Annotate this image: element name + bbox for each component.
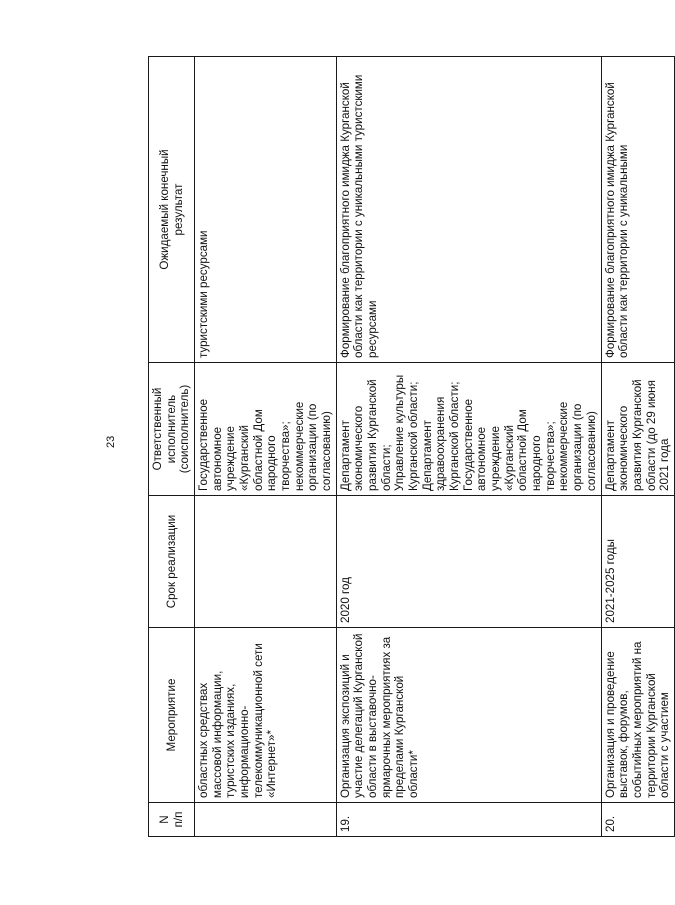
- rotated-table-container: [148, 57, 672, 837]
- cell-responsible: Департамент экономического развития Курганской области (до 29 июня 2021 года: [601, 363, 674, 496]
- table-row: [195, 57, 337, 837]
- cell-event: Организация экспозиций и участие делегаций Курганской области в выставочно-ярмарочных мероприятиях за пределами Курганской области*: [336, 628, 601, 803]
- cell-responsible: Департамент экономического развития Курганской области; Управление культуры Курганской области; Департамент здравоохранения Курганской области; Государственное автономное учреждение «Курганский областной Дом народного творчества»; некоммерческие организации (по согласованию): [336, 363, 601, 496]
- header-result: Ожидаемый конечный результат: [149, 57, 195, 363]
- cell-result: Формирование благоприятного имиджа Курганской области как территории с уникальными туристскими ресурсами: [336, 57, 601, 363]
- header-num: N п/п: [149, 803, 195, 837]
- header-event: Мероприятие: [149, 628, 195, 803]
- cell-num: 19.: [336, 803, 601, 837]
- cell-num: 20.: [601, 803, 674, 837]
- cell-term: [195, 496, 337, 628]
- cell-term: 2021-2025 годы: [601, 496, 674, 628]
- events-table: [148, 56, 675, 837]
- cell-result: Формирование благоприятного имиджа Курганской области как территории с уникальными: [601, 57, 674, 363]
- table-row: [336, 57, 601, 837]
- cell-event: Организация и проведение выставок, форумов, событийных мероприятий на территории Курганской области с участием: [601, 628, 674, 803]
- cell-event: областных средствах массовой информации, туристских изданиях, информационно-телекоммуникационной сети «Интернет»*: [195, 628, 337, 803]
- table-header-row: [149, 57, 195, 837]
- cell-result: туристскими ресурсами: [195, 57, 337, 363]
- page-number: 23: [105, 435, 117, 448]
- table-row: [601, 57, 674, 837]
- cell-num: [195, 803, 337, 837]
- cell-responsible: Государственное автономное учреждение «Курганский областной Дом народного творчества»; некоммерческие организации (по согласованию): [195, 363, 337, 496]
- header-responsible: Ответственный исполнитель (соисполнитель): [149, 363, 195, 496]
- header-term: Срок реализации: [149, 496, 195, 628]
- cell-term: 2020 год: [336, 496, 601, 628]
